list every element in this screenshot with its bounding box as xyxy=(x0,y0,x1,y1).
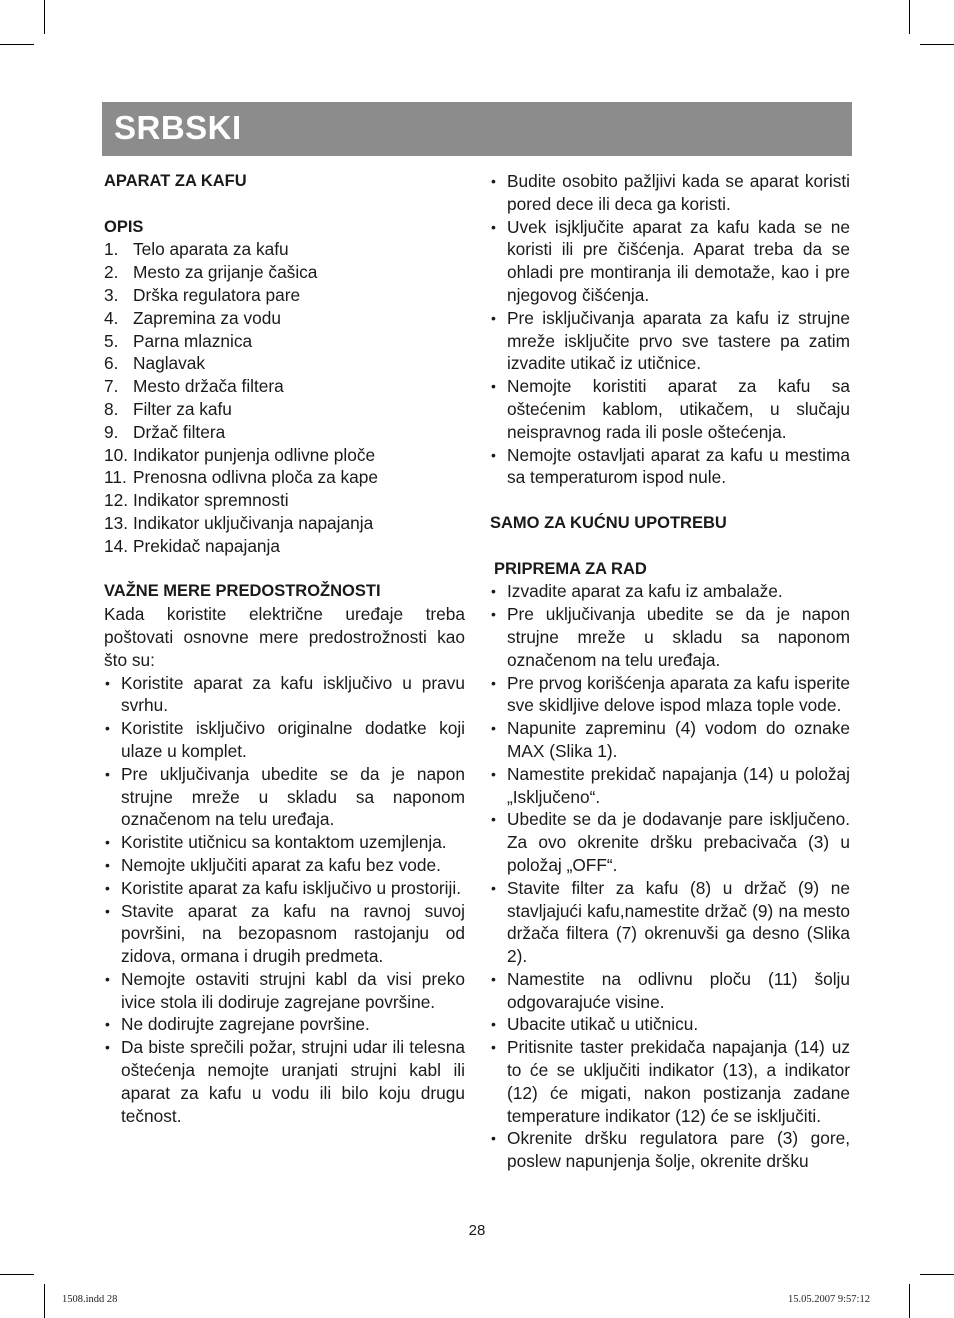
item-number: 11. xyxy=(104,467,127,488)
description-heading: OPIS xyxy=(104,217,144,236)
safety-intro: Kada koristite električne uređaje treba poštovati osnovne mere predostrožnosti kao što su: xyxy=(104,604,465,670)
item-label: Prekidač napajanja xyxy=(133,535,280,556)
list-item: • Koristite isključivo originalne dodatke koji ulaze u komplet. xyxy=(104,717,465,763)
item-label: Zapremina za vodu xyxy=(133,307,281,328)
item-label: Indikator spremnosti xyxy=(133,490,289,511)
item-label: Mesto držača filtera xyxy=(133,376,284,397)
crop-mark xyxy=(44,1284,45,1318)
crop-mark xyxy=(909,1284,910,1318)
parts-list-item xyxy=(104,307,465,330)
item-label: Naglavak xyxy=(133,353,206,374)
list-item: • Ubacite utikač u utičnicu. xyxy=(490,1013,850,1036)
list-item: • Stavite aparat za kafu na ravnoj suvoj površini, na bezopasnom rastojanju od zidova, ormana i drugih predmeta. xyxy=(104,900,465,968)
item-label: Mesto za grijanje čašica xyxy=(133,262,318,283)
item-label: Držač filtera xyxy=(133,421,226,442)
crop-mark xyxy=(0,44,34,45)
safety-heading: VAŽNE MERE PREDOSTROŽNOSTI xyxy=(104,582,381,601)
parts-list-item xyxy=(104,398,465,421)
home-use-heading: SAMO ZA KUĆNU UPOTREBU xyxy=(490,513,727,532)
crop-mark xyxy=(920,1274,954,1275)
item-label: Telo aparata za kafu xyxy=(133,239,289,260)
list-item: • Napunite zapreminu (4) vodom do oznake MAX (Slika 1). xyxy=(490,717,850,763)
page-number: 28 xyxy=(468,1222,486,1239)
right-column xyxy=(490,170,850,1173)
item-number: 7. xyxy=(104,376,119,397)
crop-mark xyxy=(0,1274,34,1275)
list-item: • Nemojte uključiti aparat za kafu bez vode. xyxy=(104,854,465,877)
safety-list xyxy=(104,672,465,1128)
item-number: 10. xyxy=(104,444,129,465)
item-label: Filter za kafu xyxy=(133,398,232,419)
left-column xyxy=(104,170,465,1127)
list-item: • Budite osobito pažljivi kada se aparat koristi pored dece ili deca ga koristi. xyxy=(490,170,850,216)
list-item: • Stavite filter za kafu (8) u držač (9) ne stavljajući kafu,namestite držač (9) na mesto držača filtera (7) okrenuvši ga desno (Slika 2). xyxy=(490,877,850,968)
list-item: • Pre prvog korišćenja aparata za kafu isperite sve skidljive delove ispod mlaza tople vode. xyxy=(490,672,850,718)
parts-list-item xyxy=(104,238,465,261)
preparation-heading: PRIPREMA ZA RAD xyxy=(494,559,647,578)
item-number: 9. xyxy=(104,421,119,442)
parts-list-item xyxy=(104,261,465,284)
crop-mark xyxy=(909,0,910,34)
list-item: • Koristite utičnicu sa kontaktom uzemjlenja. xyxy=(104,831,465,854)
item-label: Parna mlaznica xyxy=(133,330,253,351)
item-number: 3. xyxy=(104,284,119,305)
banner-title: SRBSKI xyxy=(114,109,242,146)
list-item: • Pre isključivanja aparata za kafu iz strujne mreže isključite prvo sve tastere pa zatim izvadite utikač iz utičnice. xyxy=(490,307,850,375)
safety-list-continued xyxy=(490,170,850,489)
list-item: • Pritisnite taster prekidača napajanja (14) uz to će se uključiti indikator (13), a indikator (12) će migati, nakon postizanja zadane temperature indikator (12) će se isključiti. xyxy=(490,1036,850,1127)
list-item: • Nemojte ostavljati aparat za kafu u mestima sa temperaturom ispod nule. xyxy=(490,444,850,490)
parts-list-item xyxy=(104,421,465,444)
list-item: • Koristite aparat za kafu isključivo u pravu svrhu. xyxy=(104,672,465,718)
item-label: Drška regulatora pare xyxy=(133,284,301,305)
crop-mark xyxy=(44,0,45,34)
parts-list-item xyxy=(104,489,465,512)
parts-list-item xyxy=(104,444,465,467)
item-number: 8. xyxy=(104,398,119,419)
list-item: • Koristite aparat za kafu isključivo u prostoriji. xyxy=(104,877,465,900)
item-number: 1. xyxy=(104,239,119,260)
footer-timestamp: 15.05.2007 9:57:12 xyxy=(788,1294,870,1305)
list-item: • Namestite na odlivnu ploču (11) šolju odgovarajuće visine. xyxy=(490,968,850,1014)
list-item: • Pre uključivanja ubedite se da je napon strujne mreže u skladu sa naponom označenom na telu uređaja. xyxy=(104,763,465,831)
list-item: • Okrenite dršku regulatora pare (3) gore, poslew napunjenja šolje, okrenite dršku xyxy=(490,1127,850,1173)
parts-list-item xyxy=(104,535,465,558)
item-number: 5. xyxy=(104,330,119,351)
list-item: • Nemojte ostaviti strujni kabl da visi preko ivice stola ili dodiruje zagrejane površine. xyxy=(104,968,465,1014)
parts-list-item xyxy=(104,352,465,375)
list-item: • Ne dodirujte zagrejane površine. xyxy=(104,1013,465,1036)
item-label: Indikator punjenja odlivne ploče xyxy=(133,444,376,465)
parts-list-item xyxy=(104,512,465,535)
parts-list-item xyxy=(104,284,465,307)
item-label: Prenosna odlivna ploča za kape xyxy=(133,467,378,488)
parts-list-item xyxy=(104,375,465,398)
crop-mark xyxy=(920,44,954,45)
footer-file: 1508.indd 28 xyxy=(62,1294,118,1305)
parts-list xyxy=(104,238,465,557)
list-item: • Nemojte koristiti aparat za kafu sa oštećenim kablom, utikačem, u slučaju neispravnog rada ili posle oštećenja. xyxy=(490,375,850,443)
list-item: • Ubedite se da je dodavanje pare isključeno. Za ovo okrenite dršku prebacivača (3) u položaj „OFF“. xyxy=(490,808,850,876)
list-item: • Da biste sprečili požar, strujni udar ili telesna oštećenja nemojte uranjati strujni kabl ili aparat za kafu u vodu ili bilo koju drugu tečnost. xyxy=(104,1036,465,1127)
list-item: • Izvadite aparat za kafu iz ambalaže. xyxy=(490,580,850,603)
preparation-list xyxy=(490,580,850,1173)
parts-list-item xyxy=(104,330,465,353)
item-number: 12. xyxy=(104,490,129,511)
item-number: 6. xyxy=(104,353,119,374)
item-label: Indikator uključivanja napajanja xyxy=(133,512,374,533)
document-title: APARAT ZA KAFU xyxy=(104,172,247,190)
list-item: • Namestite prekidač napajanja (14) u položaj „Isključeno“. xyxy=(490,763,850,809)
item-number: 14. xyxy=(104,535,129,556)
parts-list-item xyxy=(104,466,465,489)
language-banner xyxy=(102,102,852,156)
item-number: 2. xyxy=(104,262,119,283)
list-item: • Pre uključivanja ubedite se da je napon strujne mreže u skladu sa naponom označenom na telu uređaja. xyxy=(490,603,850,671)
item-number: 13. xyxy=(104,512,129,533)
list-item: • Uvek isjključite aparat za kafu kada se ne koristi ili pre čišćenja. Aparat treba da se ohladi pre montiranja ili demotaže, kao i pre njegovog čišćenja. xyxy=(490,216,850,307)
item-number: 4. xyxy=(104,307,119,328)
